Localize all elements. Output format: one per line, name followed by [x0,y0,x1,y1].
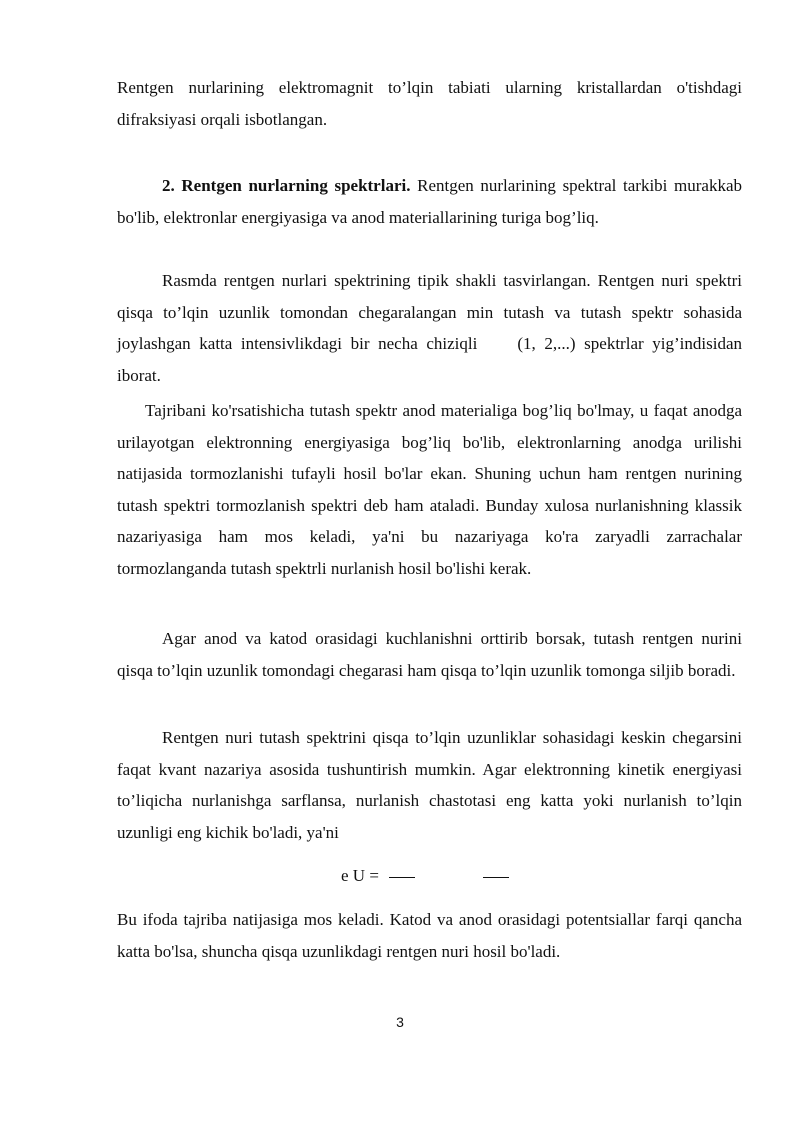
fraction-bar-1 [389,877,415,878]
paragraph-quantum: Rentgen nuri tutash spektrini qisqa to’lqin uzunliklar sohasidagi keskin chegarsini faqat kvant nazariya asosida tushuntirish mumkin. Agar elektronning kinetik energiyasi to’liqicha nurlanishga sarflansa, nurlanish chastotasi eng katta yoki nurlanish to’lqin uzunligi eng kichik bo'ladi, ya'ni [117,728,742,842]
section-heading: 2. Rentgen nurlarning spektrlari. [162,176,411,195]
paragraph-experiment: Tajribani ko'rsatishicha tutash spektr anod materialiga bog’liq bo'lmay, u faqat anodga urilayotgan elektronning energiyasiga bog’liq bo'lib, elektronlarning anodga urilishi natijasida tormozlanishi tufayli hosil bo'lar ekan. Shuning uchun ham rentgen nurining tutash spektri tormozlanish spektri deb ham ataladi. Bunday xulosa nurlanishning klassik nazariyasiga ham mos keladi, ya'ni bu nazariyaga ko'ra zaryadli zarrachalar tormozlanganda tutash spektrli nurlanish hosil bo'lishi kerak. [117,401,742,578]
formula [0,866,800,890]
paragraph-spectra [117,170,742,233]
paragraph-voltage: Agar anod va katod orasidagi kuchlanishni orttirib borsak, tutash rentgen nurini qisqa to’lqin uzunlik tomondagi chegarasi ham qisqa to’lqin uzunlik tomonga siljib boradi. [117,629,742,680]
paragraph-intro: Rentgen nurlarining elektromagnit to’lqin tabiati ularning kristallardan o'tishdagi difraksiyasi orqali isbotlangan. [117,78,742,129]
formula-lhs: e U = [341,866,379,885]
fraction-bar-2 [483,877,509,878]
spectrum-shape-text: Rasmda rentgen nurlari spektrining tipik shakli tasvirlangan. Rentgen nuri spektri qisqa to’lqin uzunlik tomondan chegaralangan min tutash va tutash spektr sohasida joylashgan katta intensivlikdagi bir necha chiziqli [117,271,742,353]
spectrum-lines-text: (1, 2,...) spektrlar yig’indisidan iborat. [117,334,742,385]
paragraph-spectrum-shape [117,265,742,391]
paragraph-conclusion: Bu ifoda tajriba natijasiga mos keladi. Katod va anod orasidagi potentsiallar farqi qancha katta bo'lsa, shuncha qisqa uzunlikdagi rentgen nuri hosil bo'ladi. [117,910,742,961]
page-number: 3 [396,1014,404,1030]
section-heading-body: Rentgen nurlarining spektral tarkibi murakkab bo'lib, elektronlar energiyasiga va anod materiallarining turiga bog’liq. [117,176,742,227]
